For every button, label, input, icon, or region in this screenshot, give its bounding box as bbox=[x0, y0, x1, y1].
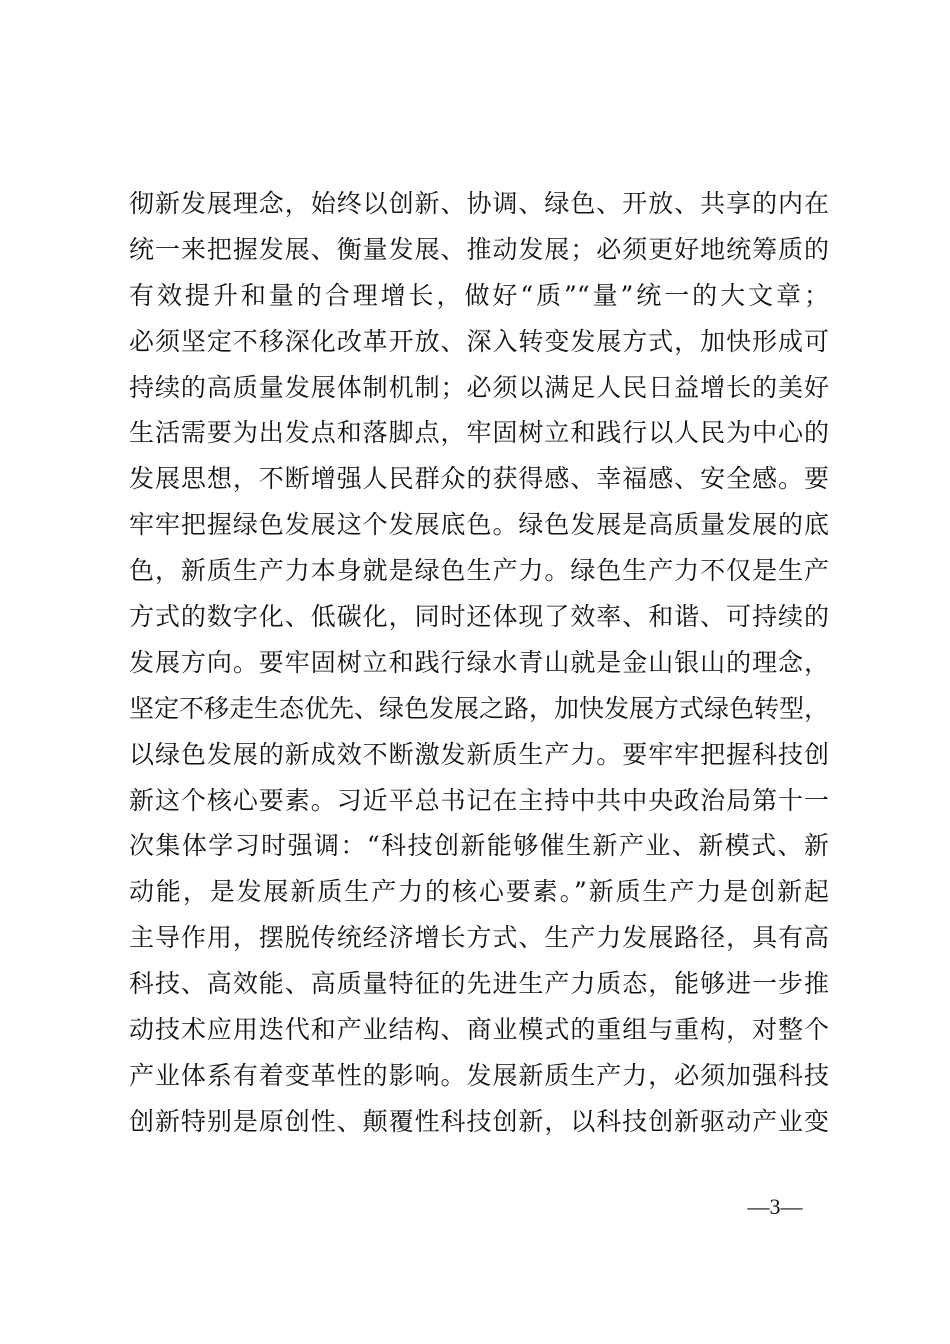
text-line: 新这个核心要素。习近平总书记在主持中共中央政治局第十一 bbox=[129, 785, 829, 815]
text-line: 彻新发展理念，始终以创新、协调、绿色、开放、共享的内在 bbox=[129, 189, 829, 218]
text-line: 主导作用，摆脱传统经济增长方式、生产力发展路径，具有高 bbox=[129, 923, 829, 953]
text-line: 必须坚定不移深化改革开放、深入转变发展方式，加快形成可 bbox=[129, 326, 829, 356]
text-line: 创新特别是原创性、颠覆性科技创新，以科技创新驱动产业变 bbox=[129, 1106, 829, 1136]
text-line: 动能，是发展新质生产力的核心要素。”新质生产力是创新起 bbox=[129, 877, 829, 907]
text-line: 发展思想，不断增强人民群众的获得感、幸福感、安全感。要 bbox=[129, 464, 829, 494]
text-line: 有效提升和量的合理增长，做好“质”“量”统一的大文章； bbox=[129, 280, 829, 310]
text-line: 发展方向。要牢固树立和践行绿水青山就是金山银山的理念， bbox=[129, 647, 829, 677]
text-line: 产业体系有着变革性的影响。发展新质生产力，必须加强科技 bbox=[129, 1060, 829, 1090]
text-line: 方式的数字化、低碳化，同时还体现了效率、和谐、可持续的 bbox=[129, 602, 829, 632]
body-text bbox=[129, 181, 829, 1145]
text-line: 动技术应用迭代和产业结构、商业模式的重组与重构，对整个 bbox=[129, 1015, 829, 1045]
text-line: 次集体学习时强调：“科技创新能够催生新产业、新模式、新 bbox=[129, 831, 829, 861]
text-line: 科技、高效能、高质量特征的先进生产力质态，能够进一步推 bbox=[129, 969, 829, 999]
text-line: 坚定不移走生态优先、绿色发展之路，加快发展方式绿色转型， bbox=[129, 693, 829, 723]
text-line: 以绿色发展的新成效不断激发新质生产力。要牢牢把握科技创 bbox=[129, 739, 829, 769]
text-line: 牢牢把握绿色发展这个发展底色。绿色发展是高质量发展的底 bbox=[129, 510, 829, 540]
text-line: 持续的高质量发展体制机制；必须以满足人民日益增长的美好 bbox=[129, 372, 829, 402]
text-line: 统一来把握发展、衡量发展、推动发展；必须更好地统筹质的 bbox=[129, 234, 829, 264]
text-line: 色，新质生产力本身就是绿色生产力。绿色生产力不仅是生产 bbox=[129, 556, 829, 586]
page-number: —3— bbox=[747, 1194, 803, 1219]
text-line: 生活需要为出发点和落脚点，牢固树立和践行以人民为中心的 bbox=[129, 418, 829, 448]
